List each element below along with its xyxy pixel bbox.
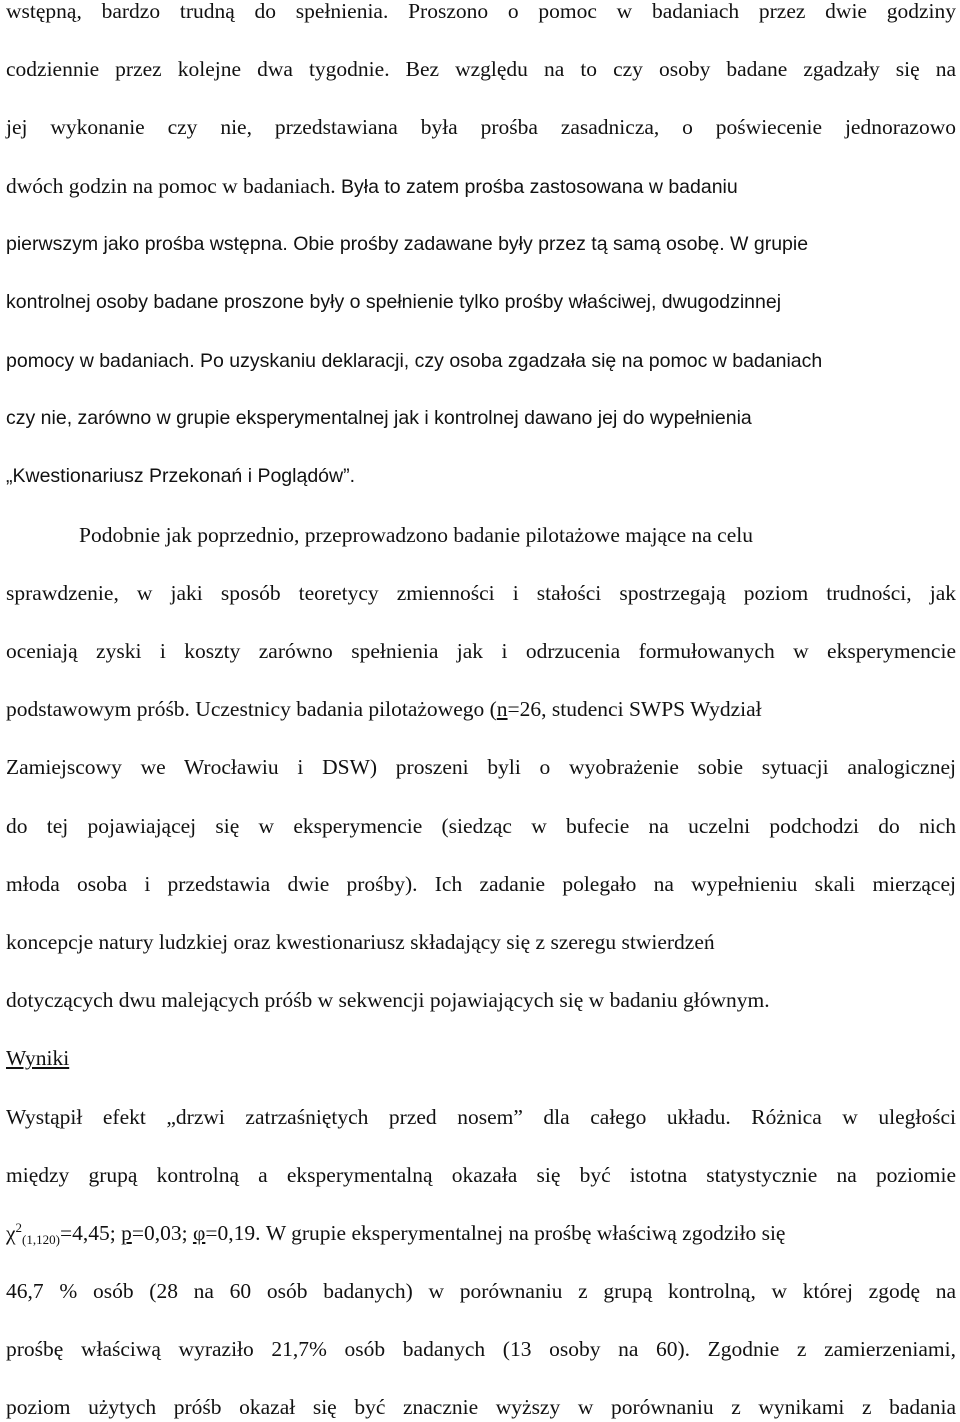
text-line [6, 1102, 956, 1132]
text-line [6, 1334, 956, 1364]
text-span: Wystąpił efekt „drzwi zatrzaśniętych przed nosem” dla całego układu. Różnica w uległości [6, 1105, 956, 1129]
text-line [6, 578, 956, 608]
text-line [6, 345, 822, 375]
stat-symbol-n: n [496, 697, 508, 721]
text-span: pierwszym jako prośba wstępna. Obie prośby zadawane były przez tą samą osobę. [6, 233, 725, 255]
text-line [6, 1276, 956, 1306]
text-span: koncepcje natury ludzkiej oraz kwestionariusz składający się z szeregu stwierdzeń [6, 930, 715, 954]
text-line [6, 54, 956, 84]
text-span: między grupą kontrolną a eksperymentalną okazała się być istotna statystycznie na poziomie [6, 1163, 956, 1187]
text-line [6, 461, 355, 491]
text-line [6, 0, 956, 26]
stat-symbol-phi: φ [192, 1221, 206, 1245]
text-span: wstępną, bardzo trudną do spełnienia. Proszono o pomoc w badaniach przez dwie godziny [6, 0, 956, 23]
text-line [6, 636, 956, 666]
text-span: do tej pojawiającej się w eksperymencie (siedząc w bufecie na uczelni podchodzi do nich [6, 814, 956, 838]
heading-text: Wyniki [6, 1046, 70, 1070]
text-line [79, 520, 753, 550]
stat-symbol-p: p [121, 1221, 132, 1245]
text-line [6, 985, 770, 1015]
text-span: =0,03; [131, 1221, 193, 1245]
text-span: sprawdzenie, w jaki sposób teoretycy zmienności i stałości spostrzegają poziom trudności, jak [6, 581, 956, 605]
text-span: =0,19. W grupie eksperymentalnej na prośbę właściwą zgodziło się [205, 1221, 786, 1245]
text-line [6, 403, 752, 433]
text-line [6, 752, 956, 782]
text-span: pomocy w badaniach. [6, 350, 195, 372]
text-span: „Kwestionariusz Przekonań i Poglądów”. [6, 465, 356, 487]
text-line [6, 1392, 956, 1422]
text-span: dwóch godzin na pomoc w badaniach. [6, 174, 336, 198]
text-span: 46,7 % osób (28 na 60 osób badanych) w porównaniu z grupą kontrolną, w której zgodę na [6, 1279, 956, 1303]
text-span: młoda osoba i przedstawia dwie prośby). Ich zadanie polegało na wypełnieniu skali mierzącej [6, 872, 956, 896]
text-span: =4,45; [59, 1221, 122, 1245]
text-line [6, 287, 781, 317]
text-span: Była to zatem prośba zastosowana w badaniu [335, 176, 738, 198]
superscript: 2 [15, 1220, 23, 1235]
text-span: codziennie przez kolejne dwa tygodnie. Bez względu na to czy osoby badane zgadzały się na [6, 57, 956, 81]
text-line [6, 869, 956, 899]
text-span: poziom użytych próśb okazał się być znacznie wyższy w porównaniu z wynikami z badania [6, 1395, 956, 1419]
text-span: W grupie [724, 233, 809, 255]
text-span: =26, studenci SWPS Wydział [507, 697, 762, 721]
text-line [6, 229, 808, 259]
text-span: jej wykonanie czy nie, przedstawiana była prośba zasadnicza, o poświecenie jednorazowo [6, 115, 956, 139]
text-line [6, 694, 762, 724]
text-span: oceniają zyski i koszty zarówno spełnienia jak i odrzucenia formułowanych w eksperymencie [6, 639, 956, 663]
text-line [6, 112, 956, 142]
text-span: prośbę właściwą wyraziło 21,7% osób badanych (13 osoby na 60). Zgodnie z zamierzeniami, [6, 1337, 956, 1361]
text-span: Podobnie jak poprzednio, przeprowadzono badanie pilotażowe mające na celu [79, 523, 753, 547]
text-span: Zamiejscowy we Wrocławiu i DSW) proszeni byli o wyobrażenie sobie sytuacji analogicznej [6, 755, 956, 779]
text-span: podstawowym próśb. Uczestnicy badania pilotażowego ( [6, 697, 497, 721]
text-line [6, 171, 738, 201]
text-span: czy nie, zarówno w grupie eksperymentalnej jak i kontrolnej dawano jej do wypełnienia [6, 407, 752, 429]
text-line [6, 1160, 956, 1190]
text-line [6, 1218, 785, 1248]
section-heading [6, 1043, 69, 1073]
text-line [6, 927, 715, 957]
text-span: kontrolnej osoby badane proszone były o spełnienie tylko prośby właściwej, dwugodzinnej [6, 291, 782, 313]
text-span: Po uzyskaniu deklaracji, czy osoba zgadzała się na pomoc w badaniach [194, 350, 823, 372]
stat-symbol-chi: χ [6, 1221, 16, 1245]
text-line [6, 811, 956, 841]
subscript: (1,120) [22, 1232, 60, 1247]
text-span: dotyczących dwu malejących próśb w sekwencji pojawiających się w badaniu głównym. [6, 988, 770, 1012]
